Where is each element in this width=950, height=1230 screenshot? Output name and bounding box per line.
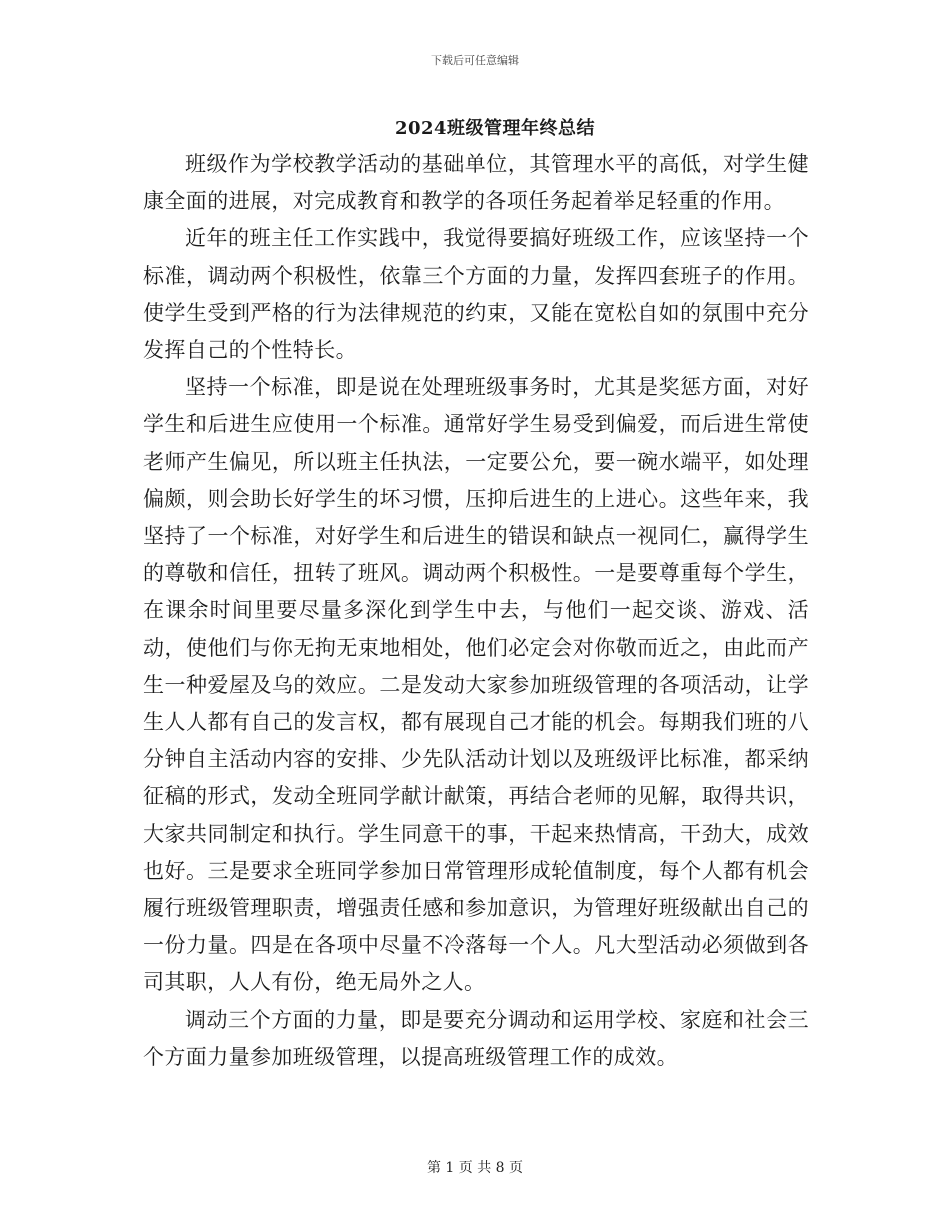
page-header: 下载后可任意编辑 <box>431 54 519 67</box>
paragraph: 班级作为学校教学活动的基础单位，其管理水平的高低，对学生健康全面的进展，对完成教育和教学的各项任务起着举足轻重的作用。 <box>143 152 809 214</box>
page-number: 第 1 页 共 8 页 <box>426 1160 524 1176</box>
document-body <box>143 146 809 1076</box>
document-title: 2024班级管理年终总结 <box>394 118 596 139</box>
paragraph: 近年的班主任工作实践中，我觉得要搞好班级工作，应该坚持一个标准，调动两个积极性，依靠三个方面的力量，发挥四套班子的作用。使学生受到严格的行为法律规范的约束，又能在宽松自如的氛围中充分发挥自己的个性特长。 <box>143 226 809 363</box>
paragraph: 坚持一个标准，即是说在处理班级事务时，尤其是奖惩方面，对好学生和后进生应使用一个标准。通常好学生易受到偏爱，而后进生常使老师产生偏见，所以班主任执法，一定要公允，要一碗水端平，如处理偏颇，则会助长好学生的坏习惯，压抑后进生的上进心。这些年来，我坚持了一个标准，对好学生和后进生的错误和缺点一视同仁，赢得学生的尊敬和信任，扭转了班风。调动两个积极性。一是要尊重每个学生，在课余时间里要尽量多深化到学生中去，与他们一起交谈、游戏、活动，使他们与你无拘无束地相处，他们必定会对你敬而近之，由此而产生一种爱屋及乌的效应。二是发动大家参加班级管理的各项活动，让学生人人都有自己的发言权，都有展现自己才能的机会。每期我们班的八分钟自主活动内容的安排、少先队活动计划以及班级评比标准，都采纳征稿的形式，发动全班同学献计献策，再结合老师的见解，取得共识，大家共同制定和执行。学生同意干的事，干起来热情高，干劲大，成效也好。三是要求全班同学参加日常管理形成轮值制度，每个人都有机会履行班级管理职责，增强责任感和参加意识，为管理好班级献出自己的一份力量。四是在各项中尽量不冷落每一个人。凡大型活动必须做到各司其职，人人有份，绝无局外之人。 <box>143 375 809 995</box>
paragraph: 调动三个方面的力量，即是要充分调动和运用学校、家庭和社会三个方面力量参加班级管理，以提高班级管理工作的成效。 <box>143 1007 809 1069</box>
